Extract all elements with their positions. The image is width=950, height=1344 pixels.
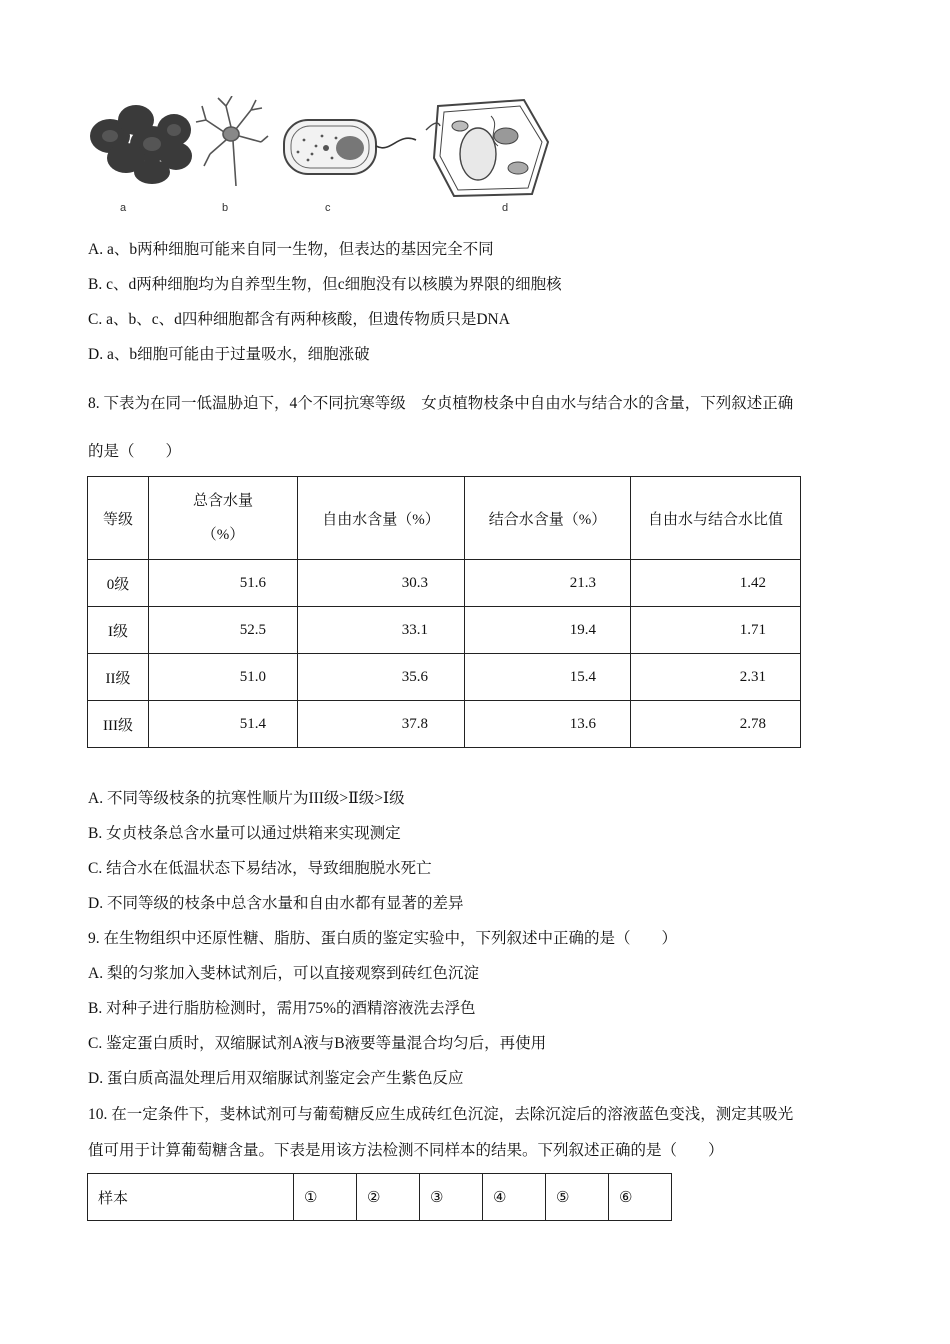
q8-option-a: A. 不同等级枝条的抗寒性顺片为III级>Ⅱ级>Ⅰ级	[88, 790, 405, 807]
figure-label-c: c	[325, 202, 331, 214]
q9-stem: 9. 在生物组织中还原性糖、脂肪、蛋白质的鉴定实验中，下列叙述中正确的是（ ）	[88, 930, 678, 947]
sample-4: ④	[483, 1174, 546, 1221]
plant-cell-image	[426, 100, 548, 196]
q8-stem-line1: 8. 下表为在同一低温胁迫下，4个不同抗寒等级 女贞植物枝条中自由水与结合水的含量，下列叙述正确	[88, 395, 794, 412]
sample-2: ②	[357, 1174, 420, 1221]
cell-free: 37.8	[298, 701, 465, 748]
cell-illustrations	[86, 96, 556, 201]
sample-5: ⑤	[546, 1174, 609, 1221]
q7-option-c: C. a、b、c、d四种细胞都含有两种核酸，但遗传物质只是DNA	[88, 311, 510, 328]
cell-free: 35.6	[298, 654, 465, 701]
table-header-row	[88, 477, 801, 560]
q8-option-b: B. 女贞枝条总含水量可以通过烘箱来实现测定	[88, 825, 401, 842]
q9-option-c: C. 鉴定蛋白质时，双缩脲试剂A液与B液要等量混合均匀后，再使用	[88, 1035, 547, 1052]
q10-stem-line1: 10. 在一定条件下，斐林试剂可与葡萄糖反应生成砖红色沉淀，去除沉淀后的溶液蓝色变浅，测定其吸光	[88, 1106, 794, 1123]
header-total-line1: 总含水量	[192, 493, 253, 509]
figure-label-b: b	[222, 202, 229, 214]
sample-label: 样本	[88, 1174, 294, 1221]
cell-total: 52.5	[149, 607, 298, 654]
cell-total: 51.0	[149, 654, 298, 701]
sample-1: ①	[294, 1174, 357, 1221]
cell-ratio: 2.31	[631, 654, 801, 701]
cell-free: 33.1	[298, 607, 465, 654]
sample-header-row	[88, 1174, 672, 1221]
q9-option-b: B. 对种子进行脂肪检测时，需用75%的酒精溶液洗去浮色	[88, 1000, 476, 1017]
q7-option-d: D. a、b细胞可能由于过量吸水，细胞涨破	[88, 346, 370, 363]
q10-stem-line2: 值可用于计算葡萄糖含量。下表是用该方法检测不同样本的结果。下列叙述正确的是（ ）	[88, 1142, 724, 1159]
header-free: 自由水含量（%）	[298, 477, 465, 560]
cell-bound: 13.6	[465, 701, 631, 748]
cell-ratio: 1.71	[631, 607, 801, 654]
sample-6: ⑥	[609, 1174, 672, 1221]
header-ratio: 自由水与结合水比值	[631, 477, 801, 560]
cell-total: 51.6	[149, 560, 298, 607]
cell-grade: 0级	[88, 560, 149, 607]
figure-label-d: d	[502, 202, 509, 214]
cell-total: 51.4	[149, 701, 298, 748]
q9-option-d: D. 蛋白质高温处理后用双缩脲试剂鉴定会产生紫色反应	[88, 1070, 464, 1087]
q8-stem-line2: 的是（ ）	[88, 443, 182, 460]
cell-grade: I级	[88, 607, 149, 654]
sample-table	[87, 1173, 672, 1221]
cell-ratio: 1.42	[631, 560, 801, 607]
sample-3: ③	[420, 1174, 483, 1221]
cell-grade: III级	[88, 701, 149, 748]
cell-figure	[86, 96, 556, 221]
cell-ratio: 2.78	[631, 701, 801, 748]
cell-grade: II级	[88, 654, 149, 701]
q8-option-d: D. 不同等级的枝条中总含水量和自由水都有显著的差异	[88, 895, 464, 912]
table-row	[88, 654, 801, 701]
q9-option-a: A. 梨的匀浆加入斐林试剂后，可以直接观察到砖红色沉淀	[88, 965, 479, 982]
header-grade: 等级	[88, 477, 149, 560]
header-total	[149, 477, 298, 560]
q8-option-c: C. 结合水在低温状态下易结冰，导致细胞脱水死亡	[88, 860, 432, 877]
cell-bound: 21.3	[465, 560, 631, 607]
table-row	[88, 607, 801, 654]
header-bound: 结合水含量（%）	[465, 477, 631, 560]
neuron-image	[196, 96, 268, 186]
table-row	[88, 560, 801, 607]
header-total-line2: （%）	[201, 527, 245, 543]
q7-option-b: B. c、d两种细胞均为自养型生物，但c细胞没有以核膜为界限的细胞核	[88, 276, 562, 293]
table-row	[88, 701, 801, 748]
cell-bound: 15.4	[465, 654, 631, 701]
bacterium-image	[284, 120, 416, 174]
water-content-table	[87, 476, 801, 748]
cell-free: 30.3	[298, 560, 465, 607]
q7-option-a: A. a、b两种细胞可能来自同一生物，但表达的基因完全不同	[88, 241, 494, 258]
red-blood-cells-image	[90, 105, 192, 184]
figure-label-a: a	[120, 202, 127, 214]
cell-bound: 19.4	[465, 607, 631, 654]
